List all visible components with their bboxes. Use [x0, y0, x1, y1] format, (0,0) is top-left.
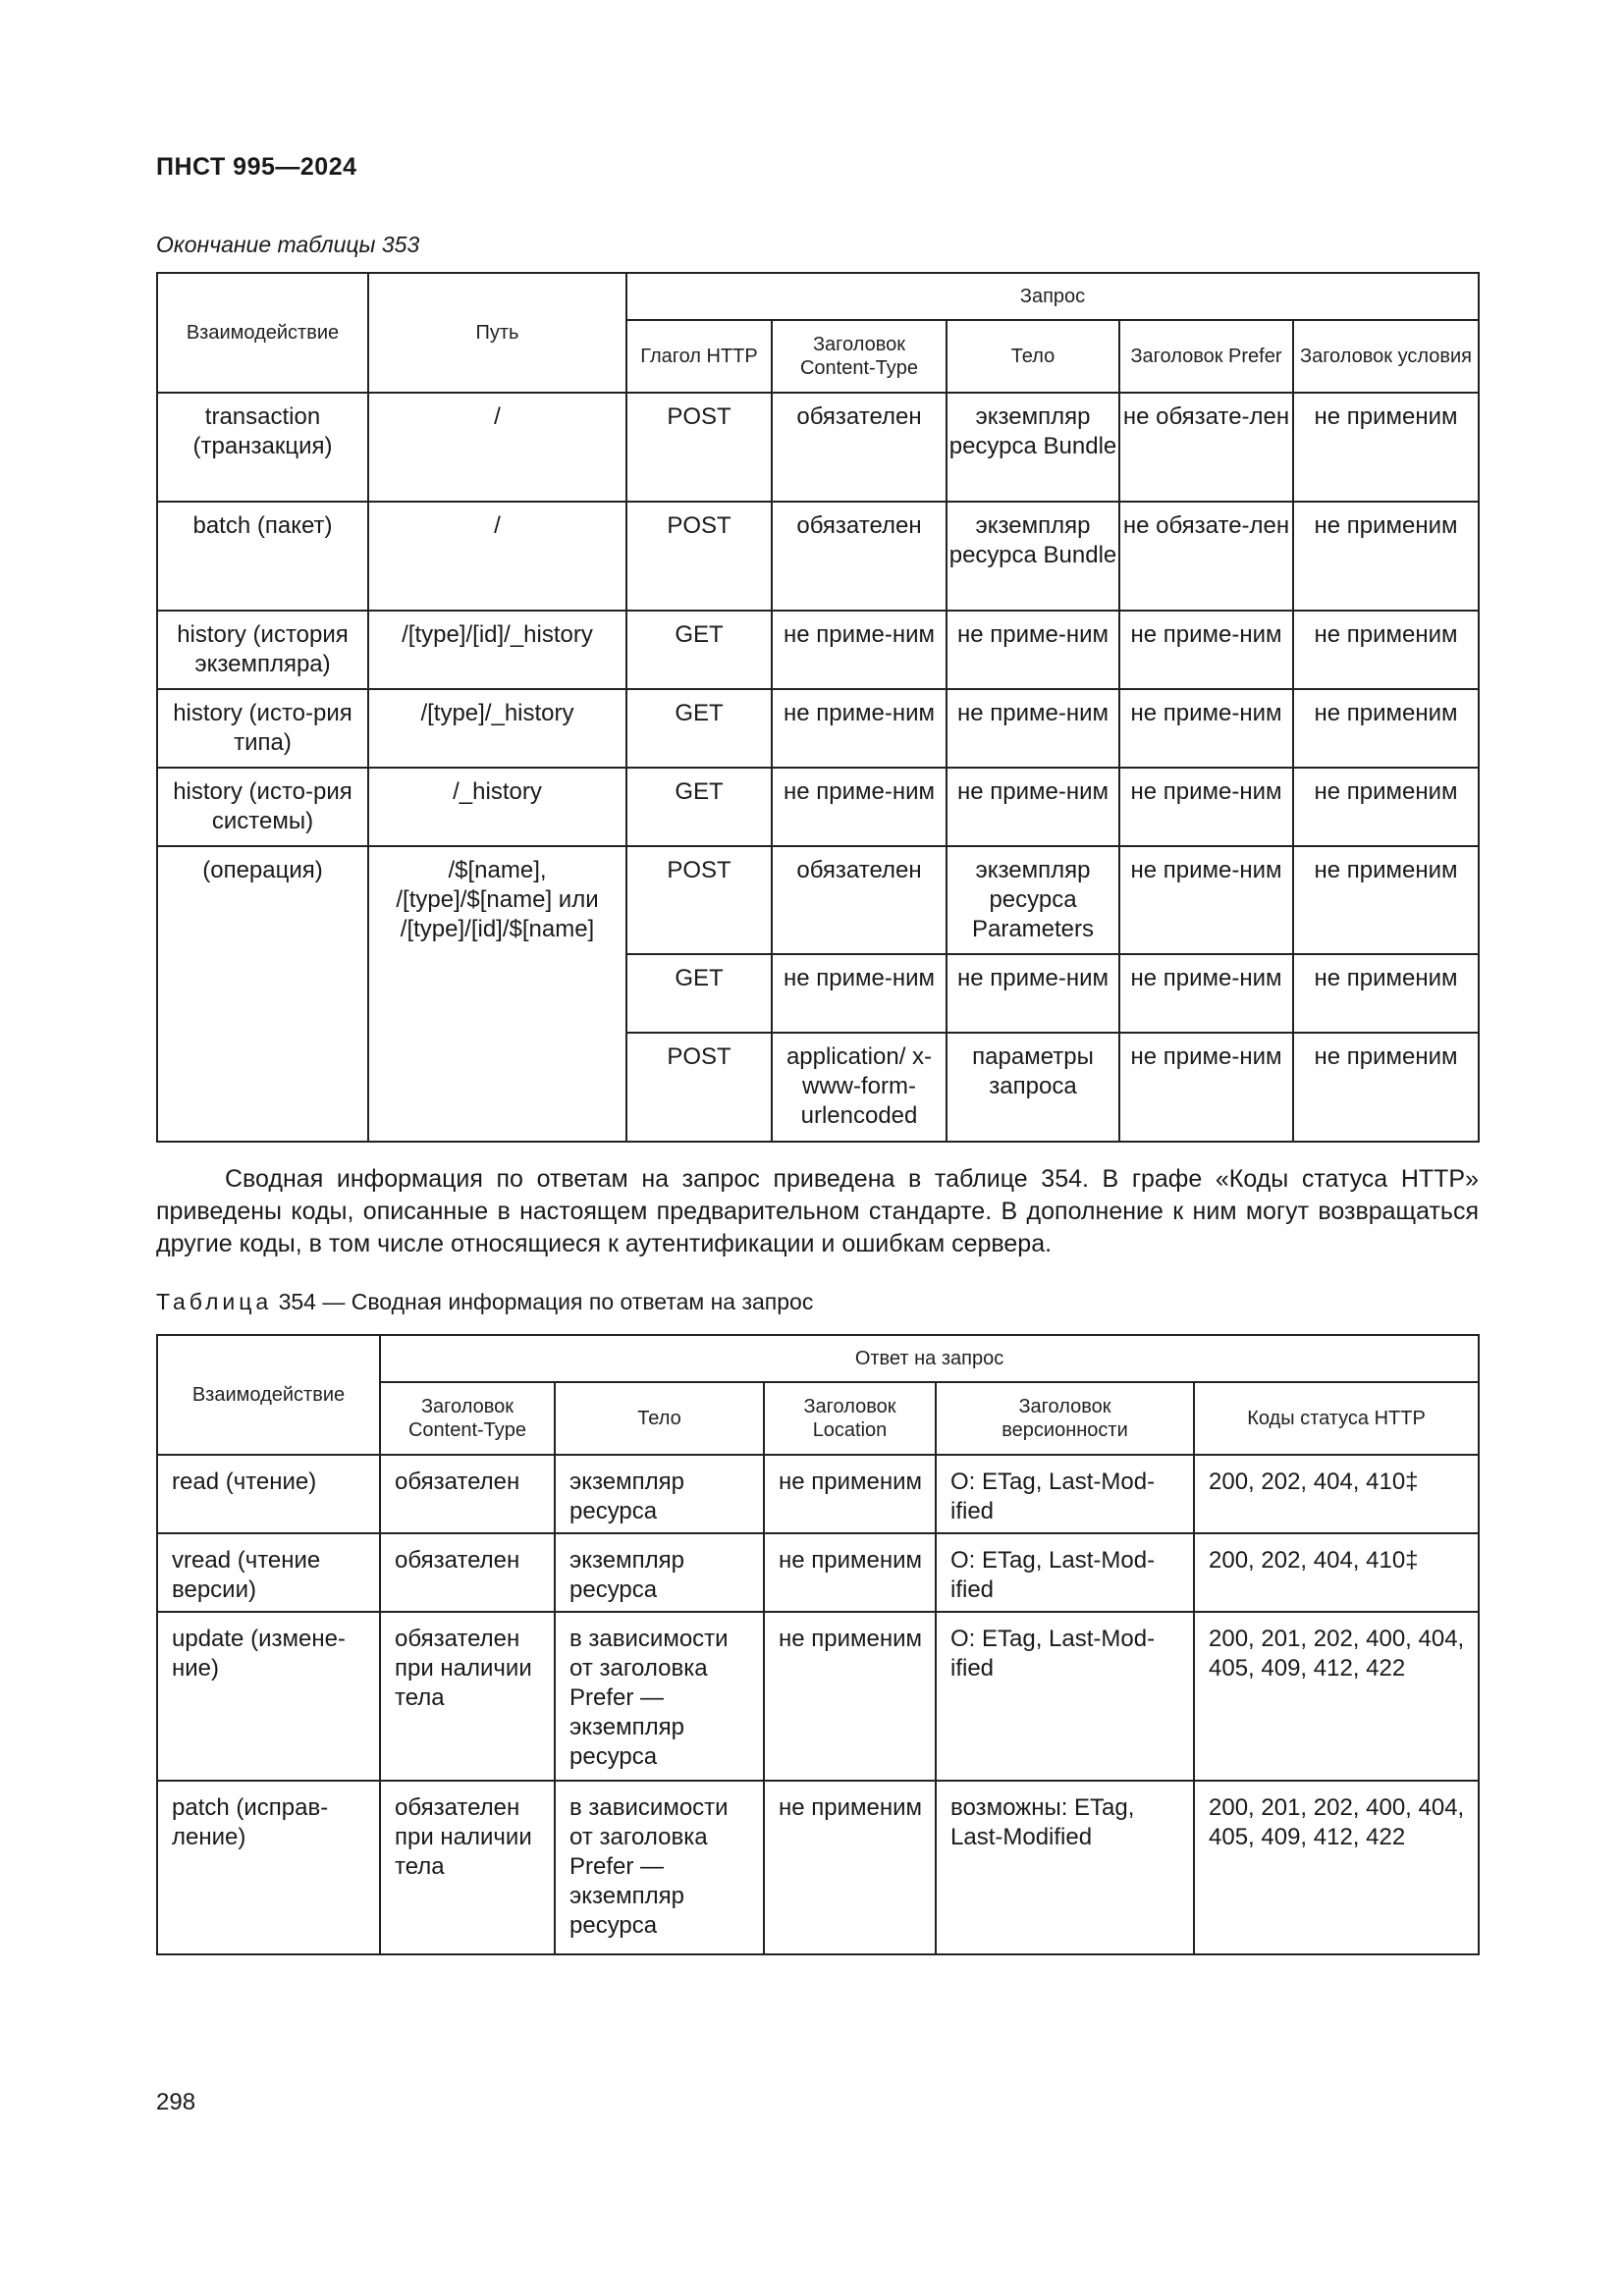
cell-status-codes: 200, 202, 404, 410‡: [1194, 1533, 1479, 1612]
cell-content-type: не приме-ним: [772, 954, 947, 1033]
cell-verb: GET: [626, 768, 772, 846]
cell-body: не приме-ним: [947, 689, 1119, 768]
cell-content-type: не приме-ним: [772, 689, 947, 768]
cell-path: /: [368, 393, 626, 502]
cell-prefer: не приме-ним: [1119, 689, 1293, 768]
cell-location: не применим: [764, 1455, 936, 1533]
cell-condition: не применим: [1293, 689, 1479, 768]
header-verb: Глагол HTTP: [626, 320, 772, 393]
cell-body: экземпляр ресурса Bundle: [947, 502, 1119, 611]
cell-interaction: batch (пакет): [157, 502, 368, 611]
cell-body: экземпляр ресурса: [555, 1455, 764, 1533]
cell-versioning: O: ETag, Last-Mod-ified: [936, 1455, 1194, 1533]
cell-status-codes: 200, 202, 404, 410‡: [1194, 1455, 1479, 1533]
header-versioning: Заголовок версионности: [936, 1382, 1194, 1455]
cell-interaction: transaction (транзакция): [157, 393, 368, 502]
paragraph-text: Сводная информация по ответам на запрос приведена в таблице 354. В графе «Коды статуса HTTP» приведены коды, описанные в настоящем предварительном стандарте. В дополнение к ним могут возвращаться другие коды, в том числе относящиеся к аутентификации и ошибкам сервера.: [156, 1165, 1479, 1257]
body-paragraph: [156, 1163, 1479, 1260]
cell-body: в зависимости от заголовка Prefer — экземпляр ресурса: [555, 1612, 764, 1781]
cell-condition: не применим: [1293, 954, 1479, 1033]
cell-body: не приме-ним: [947, 768, 1119, 846]
cell-path: /: [368, 502, 626, 611]
cell-body: не приме-ним: [947, 954, 1119, 1033]
cell-interaction: history (исто-рия системы): [157, 768, 368, 846]
header-interaction: Взаимодействие: [157, 1335, 380, 1455]
cell-verb: GET: [626, 611, 772, 689]
cell-versioning: O: ETag, Last-Mod-ified: [936, 1533, 1194, 1612]
header-path: Путь: [368, 273, 626, 393]
table-row: [157, 393, 1479, 502]
cell-content-type: обязателен: [772, 846, 947, 954]
cell-interaction: history (исто-рия типа): [157, 689, 368, 768]
cell-condition: не применим: [1293, 611, 1479, 689]
cell-interaction: read (чтение): [157, 1455, 380, 1533]
cell-prefer: не приме-ним: [1119, 1033, 1293, 1142]
table-row: [157, 1455, 1479, 1533]
cell-body: в зависимости от заголовка Prefer — экземпляр ресурса: [555, 1781, 764, 1954]
table-caption-label: Таблица: [156, 1289, 273, 1314]
cell-prefer: не обязате-лен: [1119, 393, 1293, 502]
cell-interaction: vread (чтение версии): [157, 1533, 380, 1612]
table-row: [157, 689, 1479, 768]
cell-condition: не применим: [1293, 393, 1479, 502]
cell-verb: GET: [626, 689, 772, 768]
cell-location: не применим: [764, 1533, 936, 1612]
cell-status-codes: 200, 201, 202, 400, 404, 405, 409, 412, 422: [1194, 1612, 1479, 1781]
cell-content-type: обязателен: [380, 1533, 555, 1612]
table-353-caption: Окончание таблицы 353: [156, 232, 420, 257]
header-interaction: Взаимодействие: [157, 273, 368, 393]
table-354-caption: [156, 1289, 813, 1315]
cell-verb: POST: [626, 393, 772, 502]
cell-path: /[type]/_history: [368, 689, 626, 768]
cell-content-type: не приме-ним: [772, 611, 947, 689]
cell-verb: POST: [626, 846, 772, 954]
cell-location: не применим: [764, 1781, 936, 1954]
table-row: [157, 1781, 1479, 1954]
cell-content-type: обязателен: [772, 502, 947, 611]
header-content-type: Заголовок Content-Type: [772, 320, 947, 393]
cell-versioning: O: ETag, Last-Mod-ified: [936, 1612, 1194, 1781]
cell-content-type: обязателен при наличии тела: [380, 1612, 555, 1781]
table-caption-text: 354 — Сводная информация по ответам на запрос: [278, 1289, 814, 1314]
table-353: [156, 272, 1480, 1143]
cell-body: экземпляр ресурса Parameters: [947, 846, 1119, 954]
header-prefer: Заголовок Prefer: [1119, 320, 1293, 393]
cell-prefer: не приме-ним: [1119, 611, 1293, 689]
cell-body: экземпляр ресурса: [555, 1533, 764, 1612]
cell-path: /[type]/[id]/_history: [368, 611, 626, 689]
cell-prefer: не приме-ним: [1119, 846, 1293, 954]
cell-content-type: обязателен: [380, 1455, 555, 1533]
cell-verb: POST: [626, 502, 772, 611]
cell-verb: GET: [626, 954, 772, 1033]
cell-location: не применим: [764, 1612, 936, 1781]
table-row: [157, 1612, 1479, 1781]
cell-status-codes: 200, 201, 202, 400, 404, 405, 409, 412, 422: [1194, 1781, 1479, 1954]
cell-interaction: history (история экземпляра): [157, 611, 368, 689]
cell-content-type: application/ x-www-form-urlencoded: [772, 1033, 947, 1142]
cell-versioning: возможны: ETag, Last-Modified: [936, 1781, 1194, 1954]
table-row: [157, 846, 1479, 954]
cell-interaction: patch (исправ-ление): [157, 1781, 380, 1954]
header-request-group: Запрос: [626, 273, 1479, 320]
header-response-group: Ответ на запрос: [380, 1335, 1479, 1382]
cell-verb: POST: [626, 1033, 772, 1142]
header-location: Заголовок Location: [764, 1382, 936, 1455]
header-body: Тело: [947, 320, 1119, 393]
cell-body: параметры запроса: [947, 1033, 1119, 1142]
table-354: [156, 1334, 1480, 1955]
header-content-type: Заголовок Content-Type: [380, 1382, 555, 1455]
page-number: 298: [156, 2089, 196, 2115]
table-row: [157, 768, 1479, 846]
cell-body: экземпляр ресурса Bundle: [947, 393, 1119, 502]
cell-prefer: не приме-ним: [1119, 768, 1293, 846]
table-row: [157, 1533, 1479, 1612]
cell-condition: не применим: [1293, 502, 1479, 611]
table-row: [157, 611, 1479, 689]
cell-condition: не применим: [1293, 1033, 1479, 1142]
cell-interaction: (операция): [157, 846, 368, 1142]
cell-body: не приме-ним: [947, 611, 1119, 689]
cell-content-type: обязателен: [772, 393, 947, 502]
header-status-codes: Коды статуса HTTP: [1194, 1382, 1479, 1455]
cell-condition: не применим: [1293, 846, 1479, 954]
header-condition: Заголовок условия: [1293, 320, 1479, 393]
document-header: ПНСТ 995—2024: [156, 153, 357, 181]
cell-condition: не применим: [1293, 768, 1479, 846]
cell-path: /$[name], /[type]/$[name] или /[type]/[id]/$[name]: [368, 846, 626, 1142]
cell-path: /_history: [368, 768, 626, 846]
cell-interaction: update (измене-ние): [157, 1612, 380, 1781]
header-body: Тело: [555, 1382, 764, 1455]
cell-prefer: не обязате-лен: [1119, 502, 1293, 611]
table-row: [157, 502, 1479, 611]
cell-content-type: обязателен при наличии тела: [380, 1781, 555, 1954]
cell-content-type: не приме-ним: [772, 768, 947, 846]
cell-prefer: не приме-ним: [1119, 954, 1293, 1033]
